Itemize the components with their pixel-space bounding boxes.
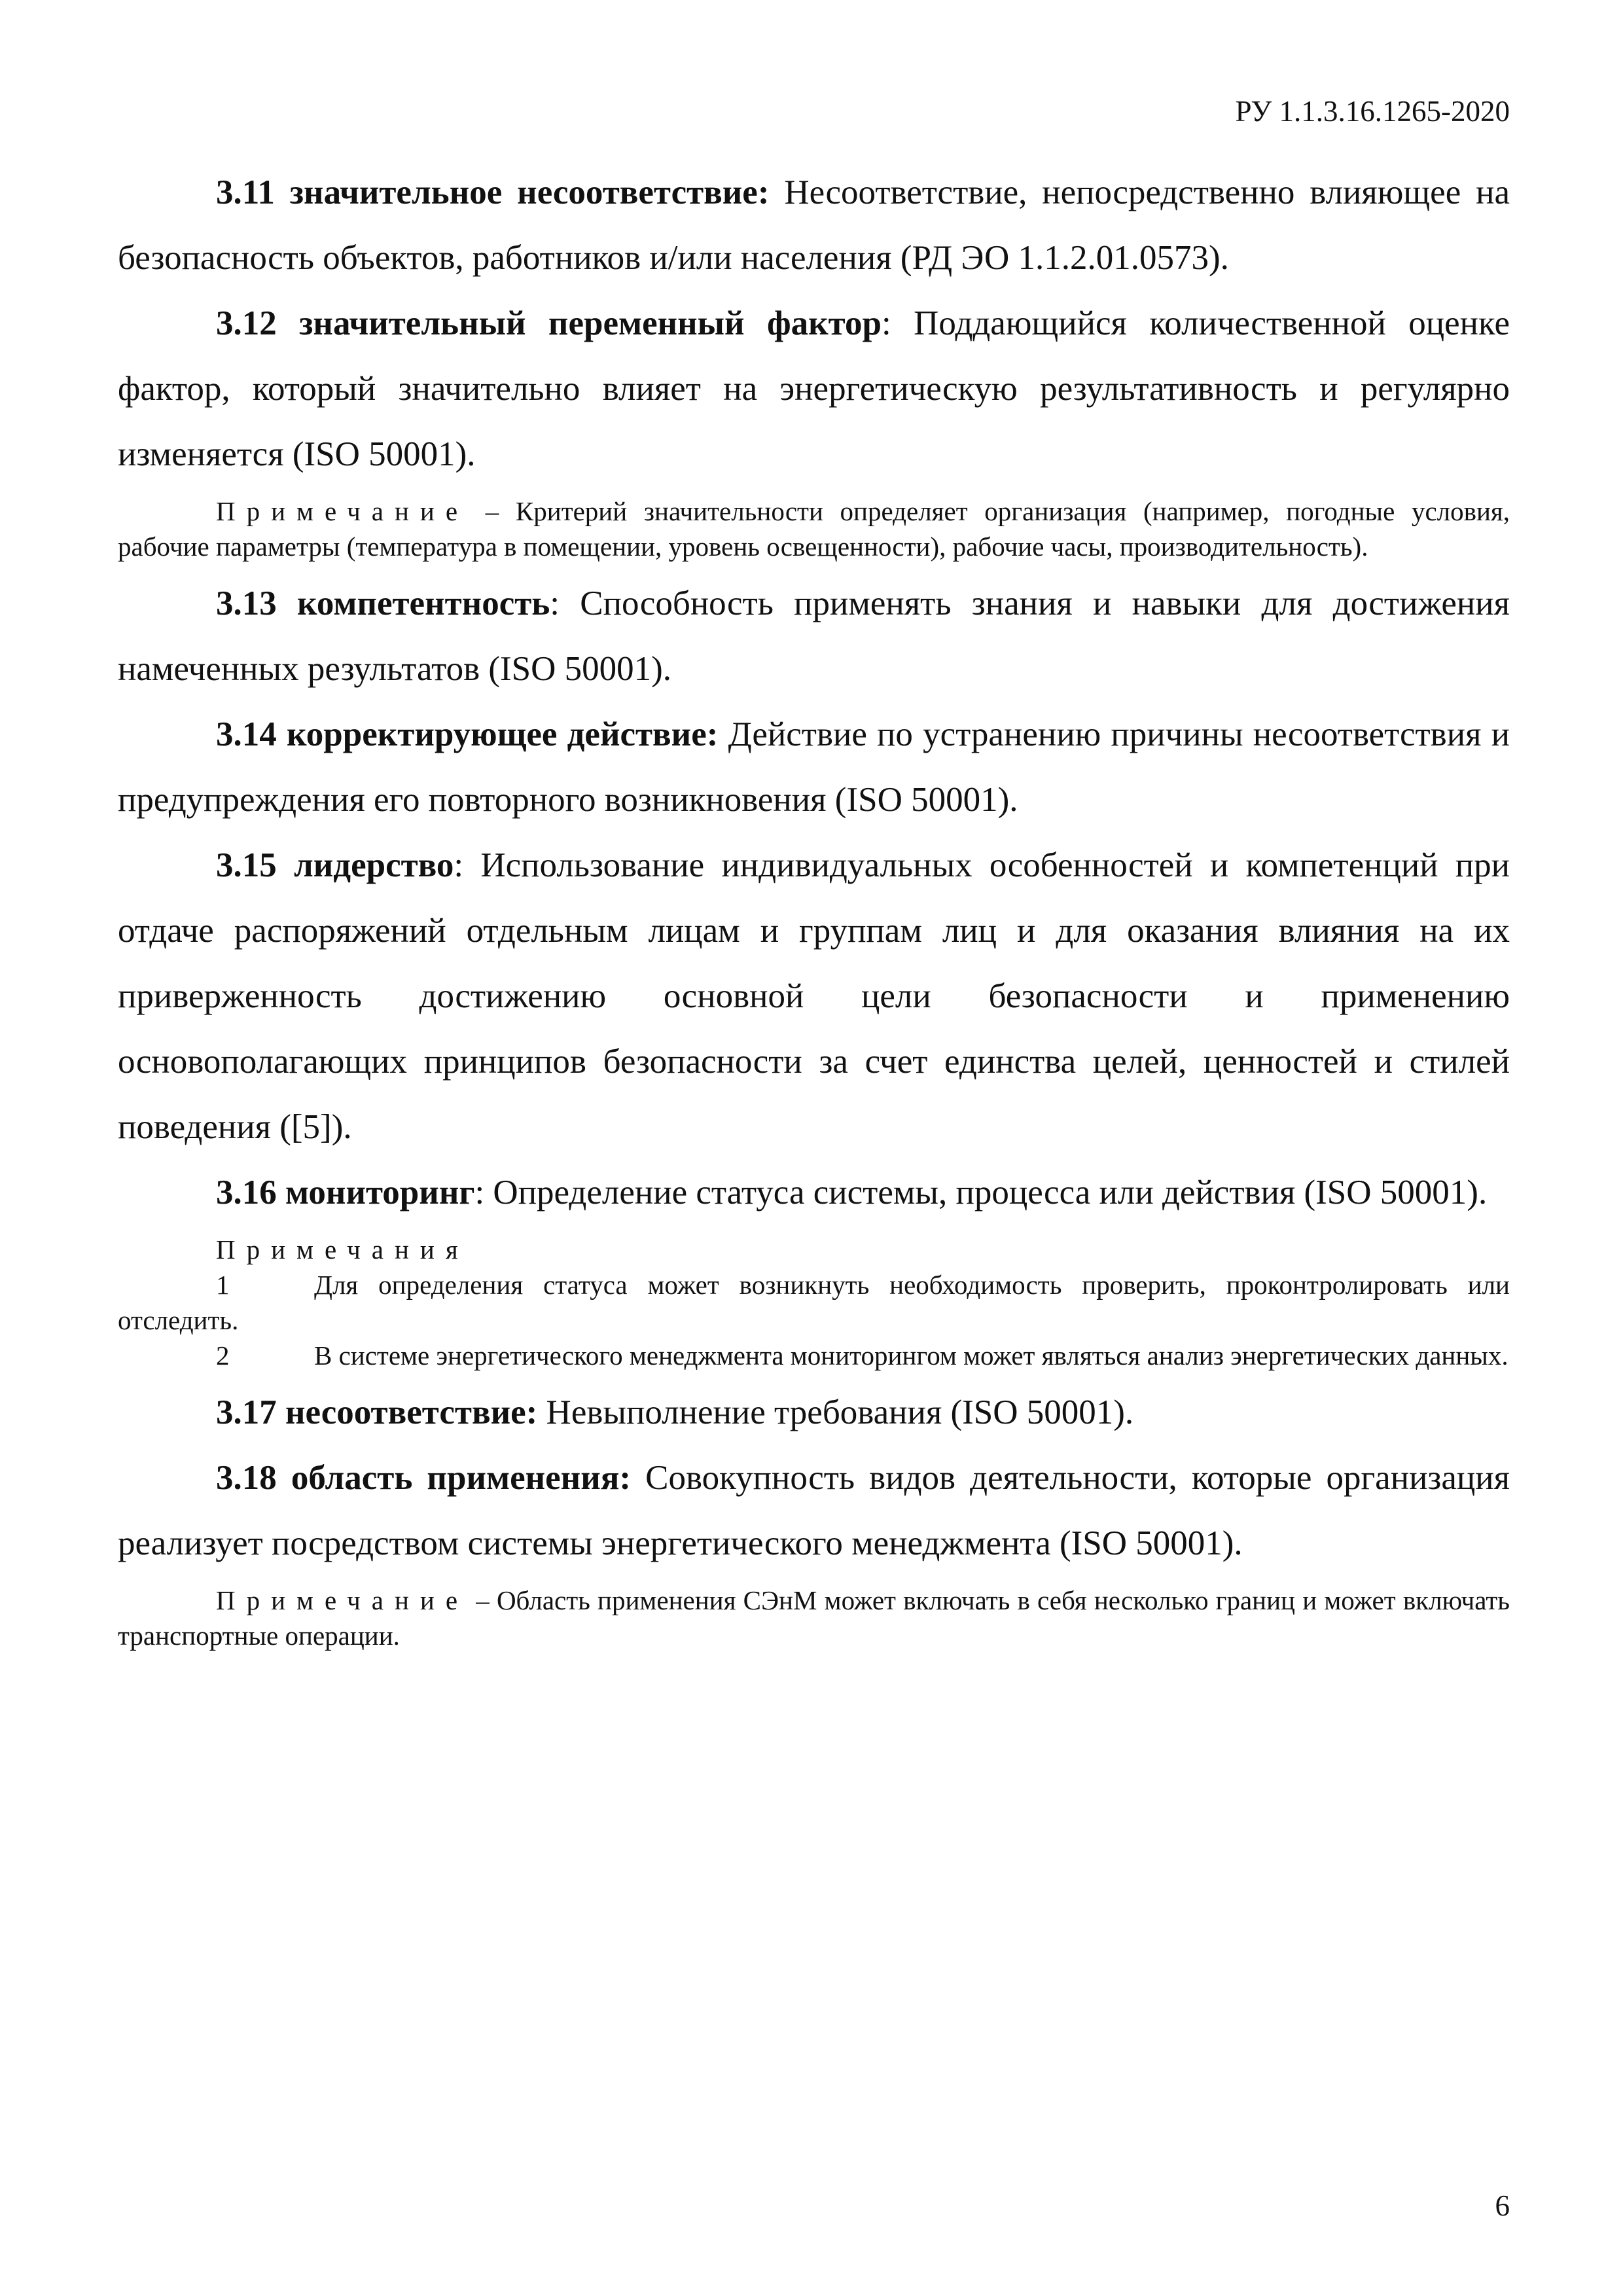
term-definition: Поддающийся количественной оценке фактор, который значительно влияет на энергетическую результативность и регулярно изменяется (ISO 50001). (118, 304, 1510, 473)
note-item-text: В системе энергетического менеджмента мониторингом может являться анализ энергетических данных. (314, 1340, 1508, 1371)
page-number: 6 (1495, 2189, 1510, 2222)
document-code: РУ 1.1.3.16.1265-2020 (1235, 95, 1510, 128)
note-label: Примечание (216, 1585, 469, 1615)
term-definition: Действие по устранению причины несоответствия и предупреждения его повторного возникновения (ISO 50001). (118, 715, 1510, 819)
term-separator: : (550, 584, 560, 622)
term-number: 3.12 (216, 304, 277, 342)
term-definition: Совокупность видов деятельности, которые организация реализует посредством системы энергетического менеджмента (ISO 50001). (118, 1459, 1510, 1562)
term-definition: Определение статуса системы, процесса или действия (ISO 50001). (493, 1174, 1488, 1211)
term-separator: : (474, 1174, 485, 1211)
term-number: 3.13 (216, 584, 277, 622)
term-3-13 (118, 571, 1510, 702)
term-separator: : (454, 846, 464, 884)
term-definition: Способность применять знания и навыки для достижения намеченных результатов (ISO 50001). (118, 584, 1510, 688)
note-item-number: 1 (216, 1270, 230, 1300)
term-3-18 (118, 1445, 1510, 1576)
term-word: значительный переменный фактор (299, 304, 882, 342)
term-number: 3.14 (216, 715, 277, 753)
term-separator: : (882, 304, 891, 342)
term-word: мониторинг (285, 1174, 475, 1211)
note-label: Примечания (216, 1234, 469, 1265)
document-body (118, 160, 1510, 1653)
note-text: – Область применения СЭнМ может включать в себя несколько границ и может включать транспортные операции. (118, 1585, 1510, 1651)
note-item-text: Для определения статуса может возникнуть необходимость проверить, проконтролировать или отследить. (118, 1270, 1510, 1335)
term-3-12 (118, 291, 1510, 487)
term-definition: Несоответствие, непосредственно влияющее на безопасность объектов, работников и/или населения (РД ЭО 1.1.2.01.0573). (118, 173, 1510, 277)
term-number: 3.15 (216, 846, 277, 884)
term-word: лидерство (293, 846, 454, 884)
term-3-14 (118, 702, 1510, 833)
term-number: 3.18 (216, 1459, 277, 1497)
term-number: 3.16 (216, 1174, 277, 1211)
note-item-number: 2 (216, 1340, 230, 1371)
term-word: корректирующее действие: (286, 715, 719, 753)
term-number: 3.17 (216, 1393, 277, 1431)
note-label: Примечание (216, 496, 469, 526)
term-3-16 (118, 1160, 1510, 1225)
term-word: значительное несоответствие: (289, 173, 770, 211)
term-3-15 (118, 833, 1510, 1160)
note-3-18 (118, 1583, 1510, 1653)
term-definition: Невыполнение требования (ISO 50001). (546, 1393, 1134, 1431)
note-3-16-item-2 (118, 1338, 1510, 1373)
term-word: несоответствие: (285, 1393, 538, 1431)
term-3-17 (118, 1380, 1510, 1445)
note-3-16-item-1 (118, 1267, 1510, 1338)
term-definition: Использование индивидуальных особенностей и компетенций при отдаче распоряжений отдельным лицам и группам лиц и для оказания влияния на их приверженность достижению основной цели безопасности и применению основополагающих принципов безопасности за счет единства целей, ценностей и стилей поведения ([5]). (118, 846, 1510, 1146)
note-3-16-label (118, 1232, 1510, 1267)
term-3-11 (118, 160, 1510, 291)
note-text: – Критерий значительности определяет организация (например, погодные условия, рабочие параметры (температура в помещении, уровень освещенности), рабочие часы, производительность). (118, 496, 1510, 562)
term-word: компетентность (297, 584, 550, 622)
note-3-12 (118, 493, 1510, 564)
term-word: область применения: (291, 1459, 632, 1497)
term-number: 3.11 (216, 173, 275, 211)
